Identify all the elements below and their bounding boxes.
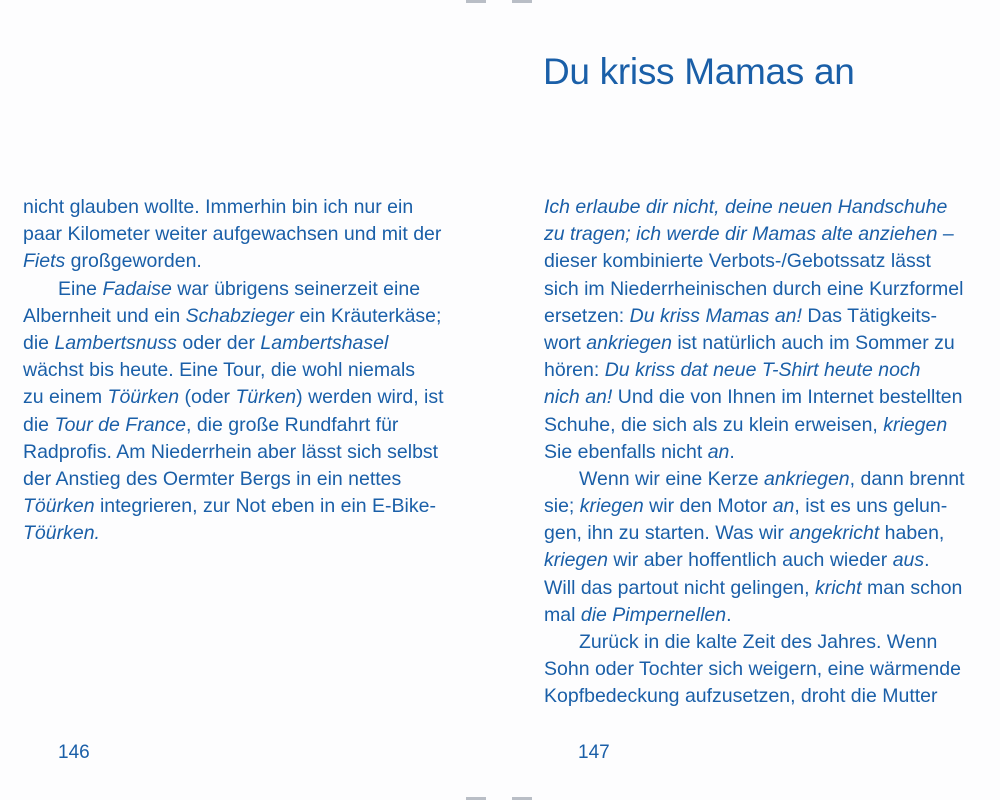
text-line [544,466,996,493]
text-line [23,357,483,384]
chapter-title: Du kriss Mamas an [543,51,855,92]
italic-text-run: zu tragen; ich werde dir Mamas alte anziehen [544,223,938,246]
text-line [544,575,996,602]
text-run: hören: [544,359,605,382]
text-run: wort [544,331,587,354]
text-run: wir aber hoffentlich auch wieder [607,549,893,572]
italic-text-run: kriegen [883,413,948,436]
text-line [544,602,996,629]
text-run: man schon [861,576,963,599]
text-line [544,357,996,384]
text-run: – [937,223,954,246]
text-line [544,493,996,520]
italic-text-run: die Pimpernellen [580,603,727,626]
italic-text-run: an [707,440,730,463]
text-run: gen, ihn zu starten. Was wir [544,522,790,545]
text-run: , ist es uns gelun- [794,495,948,518]
text-run: Schuhe, die sich als zu klein erweisen, [544,413,884,436]
text-line [544,194,996,221]
italic-text-run: Töürken [107,386,180,409]
text-line [544,439,996,466]
text-run: Will das partout nicht gelingen, [544,576,815,599]
italic-text-run: Schabzieger [185,304,295,327]
text-run: wir den Motor [643,495,773,518]
text-run: Albernheit und ein [23,304,186,327]
italic-text-run: an [772,495,795,518]
text-run: die [23,331,55,354]
italic-text-run: kriegen [544,549,608,572]
text-run: integrieren, zur Not eben in ein E-Bike- [94,495,436,518]
text-line [23,248,483,275]
italic-text-run: kriegen [579,495,644,518]
text-run: oder der [176,331,261,354]
text-run: Eine [58,277,103,300]
text-line [544,303,996,330]
text-run: Wenn wir eine Kerze [579,467,764,490]
text-run: Und die von Ihnen im Internet bestellten [612,386,963,409]
text-line [23,303,483,330]
text-line [544,330,996,357]
text-run: Das Tätigkeits- [801,304,938,327]
italic-text-run: Türken [235,386,297,409]
text-line [544,248,996,275]
text-line [544,656,996,683]
text-run: Kopfbedeckung aufzusetzen, droht die Mutter [544,685,938,708]
text-run: dieser kombinierte Verbots-/Gebotssatz lässt [544,250,931,273]
italic-text-run: Töürken [23,495,95,518]
text-run: ) werden wird, ist [296,386,444,409]
italic-text-run: Fadaise [102,277,172,300]
text-run: . [924,549,930,572]
text-run: zu einem [23,386,108,409]
text-run: . [726,603,732,626]
italic-text-run: ankriegen [586,331,672,354]
text-line [544,547,996,574]
italic-text-run: Fiets [23,250,66,273]
text-run: ersetzen: [544,304,630,327]
italic-text-run: Ich erlaube dir nicht, deine neuen Handschuhe [544,196,948,218]
right-page-body-text [544,194,996,711]
text-line [544,412,996,439]
text-line [23,439,483,466]
text-line [23,194,483,221]
text-line [544,629,996,656]
text-run: , die große Rundfahrt für [185,413,399,436]
text-line [23,412,483,439]
text-run: Radprofis. Am Niederrhein aber lässt sich selbst [23,440,439,463]
right-page [520,0,1000,800]
text-run: Sie ebenfalls nicht [544,440,708,463]
text-line [544,221,996,248]
text-run: sich im Niederrheinischen durch eine Kurzformel [544,277,964,300]
text-run: . [729,440,735,463]
italic-text-run: nich an! [544,386,613,409]
text-line [23,384,483,411]
left-page-body-text [23,194,483,547]
italic-text-run: Lambertsnuss [54,331,177,354]
text-run: wächst bis heute. Eine Tour, die wohl niemals [23,359,416,382]
text-run: , dann brennt [849,467,965,490]
text-run: paar Kilometer weiter aufgewachsen und mit der [23,223,442,246]
left-page-number: 146 [58,742,90,763]
text-line [23,221,483,248]
italic-text-run: kricht [814,576,862,599]
italic-text-run: Du kriss Mamas an! [629,304,802,327]
text-line [23,330,483,357]
text-run: (oder [179,386,236,409]
italic-text-run: Du kriss dat neue T-Shirt heute noch [604,359,921,382]
text-line [544,384,996,411]
left-page [0,0,490,800]
text-line [23,466,483,493]
text-line [544,683,996,710]
right-page-number: 147 [578,742,610,763]
text-run: großgeworden. [65,250,202,273]
text-run: der Anstieg des Oermter Bergs in ein nettes [23,467,402,490]
text-line [544,276,996,303]
text-run: nicht glauben wollte. Immerhin bin ich nur ein [23,196,414,218]
italic-text-run: aus [892,549,925,572]
italic-text-run: Tour de France [54,413,186,436]
text-run: Zurück in die kalte Zeit des Jahres. Wenn [579,631,938,653]
italic-text-run: Töürken. [23,522,100,545]
text-run: Sohn oder Tochter sich weigern, eine wärmende [544,658,961,681]
text-run: ein Kräuterkäse; [294,304,442,327]
text-line [23,276,483,303]
italic-text-run: ankriegen [763,467,850,490]
text-run: ist natürlich auch im Sommer zu [671,331,955,354]
text-run: die [23,413,55,436]
text-run: war übrigens seinerzeit eine [171,277,421,300]
text-line [23,520,483,547]
italic-text-run: Lambertshasel [260,331,389,354]
text-run: mal [544,603,581,626]
text-run: haben, [879,522,945,545]
text-line [544,520,996,547]
text-run: sie; [544,495,580,518]
text-line [23,493,483,520]
italic-text-run: angekricht [789,522,880,545]
